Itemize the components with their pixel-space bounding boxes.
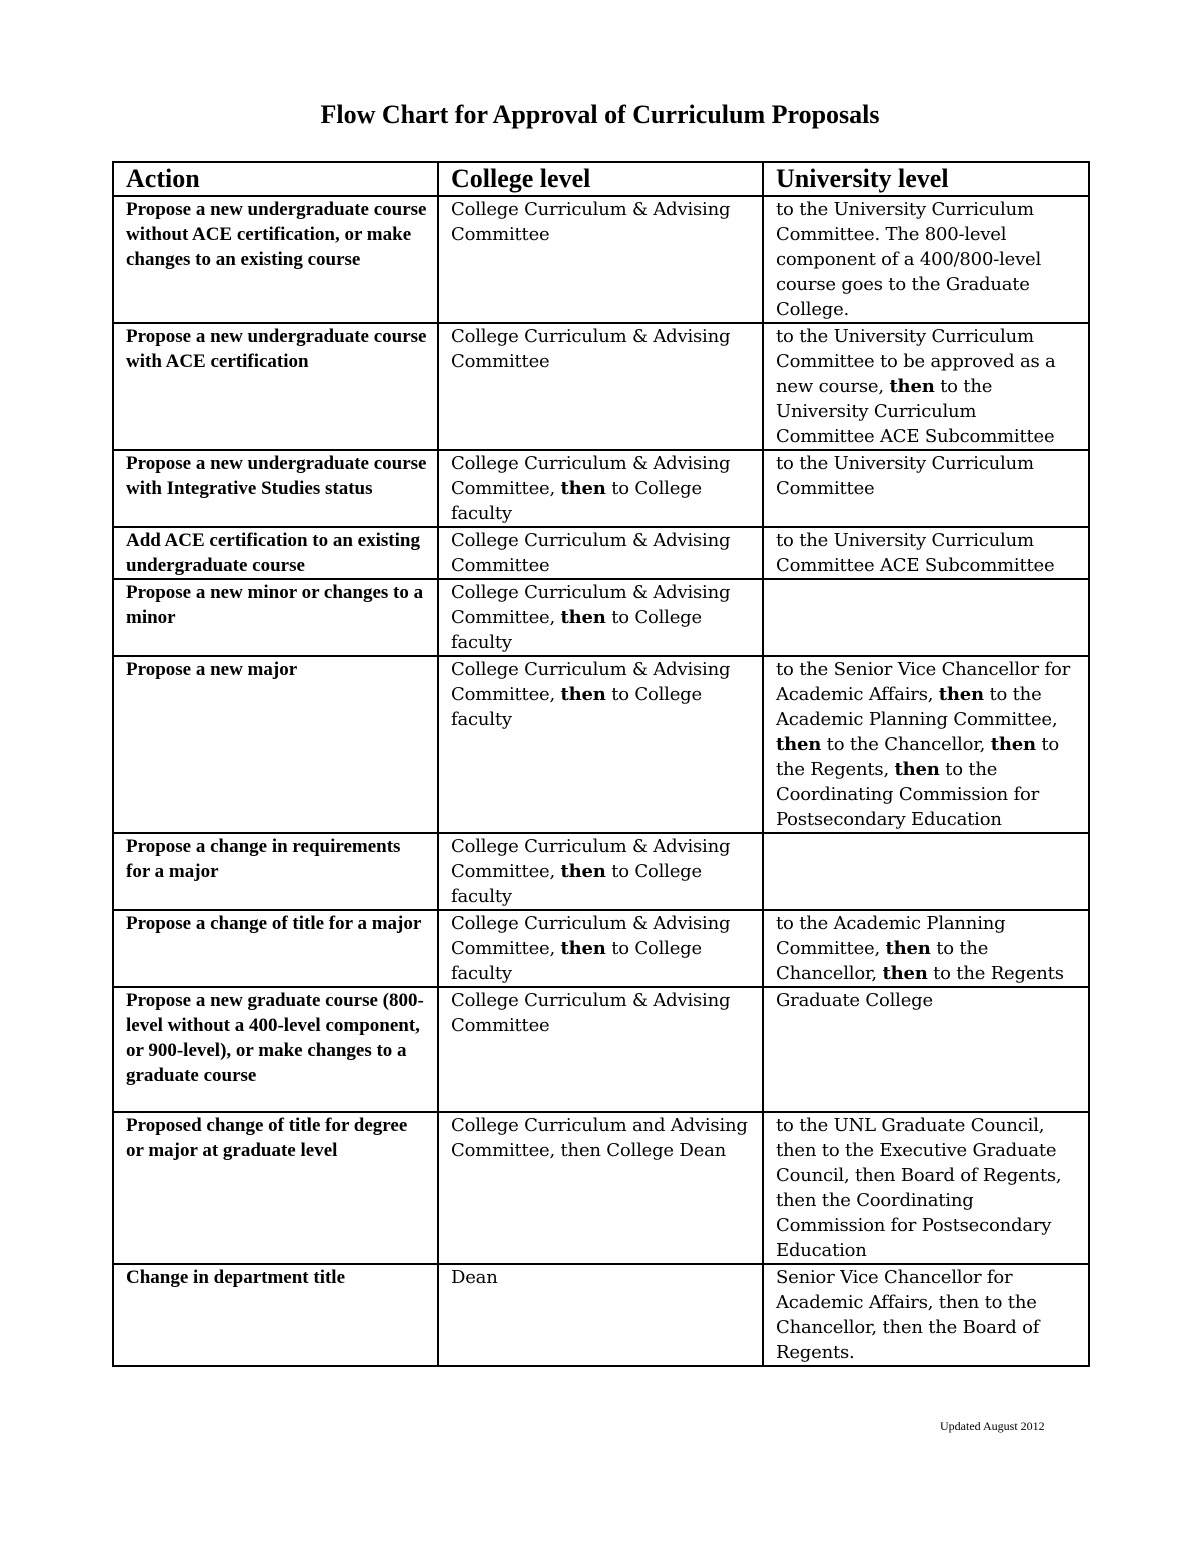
table-row (113, 1264, 1089, 1366)
table-row (113, 196, 1089, 323)
college-level-cell: College Curriculum & Advising Committee (438, 196, 763, 323)
action-cell: Propose a change in requirements for a major (113, 833, 438, 910)
updated-date-footer: Updated August 2012 (940, 1419, 1045, 1433)
university-level-cell: to the University Curriculum Committee. The 800-level component of a 400/800-level course goes to the Graduate College. (763, 196, 1089, 323)
university-level-cell (763, 579, 1089, 656)
university-level-cell: to the Senior Vice Chancellor for Academic Affairs, then to the Academic Planning Committee, then to the Chancellor, then to the Regents, then to the Coordinating Commission for Postsecondary Education (763, 656, 1089, 833)
action-cell: Propose a new undergraduate course without ACE certification, or make changes to an existing course (113, 196, 438, 323)
column-header-college-level: College level (438, 162, 763, 196)
table-row (113, 450, 1089, 527)
table-row (113, 987, 1089, 1112)
action-cell: Propose a new major (113, 656, 438, 833)
university-level-cell: to the Academic Planning Committee, then to the Chancellor, then to the Regents (763, 910, 1089, 987)
college-level-cell: College Curriculum & Advising Committee (438, 323, 763, 450)
column-header-action: Action (113, 162, 438, 196)
action-cell: Proposed change of title for degree or major at graduate level (113, 1112, 438, 1264)
table-row (113, 833, 1089, 910)
table-row (113, 579, 1089, 656)
table-row (113, 527, 1089, 579)
table-row (113, 910, 1089, 987)
action-cell: Propose a new undergraduate course with Integrative Studies status (113, 450, 438, 527)
action-cell: Propose a new graduate course (800-level without a 400-level component, or 900-level), or make changes to a graduate course (113, 987, 438, 1112)
action-cell: Add ACE certification to an existing undergraduate course (113, 527, 438, 579)
college-level-cell: College Curriculum & Advising Committee, then to College faculty (438, 656, 763, 833)
action-cell: Change in department title (113, 1264, 438, 1366)
university-level-cell: to the University Curriculum Committee to be approved as a new course, then to the University Curriculum Committee ACE Subcommittee (763, 323, 1089, 450)
university-level-cell (763, 833, 1089, 910)
table-row (113, 323, 1089, 450)
action-cell: Propose a new minor or changes to a minor (113, 579, 438, 656)
college-level-cell: College Curriculum and Advising Committee, then College Dean (438, 1112, 763, 1264)
column-header-university-level: University level (763, 162, 1089, 196)
page-title: Flow Chart for Approval of Curriculum Proposals (320, 100, 880, 129)
table-header-row (113, 162, 1089, 196)
action-cell: Propose a new undergraduate course with ACE certification (113, 323, 438, 450)
university-level-cell: to the University Curriculum Committee ACE Subcommittee (763, 527, 1089, 579)
college-level-cell: College Curriculum & Advising Committee (438, 987, 763, 1112)
table-row (113, 1112, 1089, 1264)
approval-table (112, 161, 1090, 1367)
university-level-cell: Graduate College (763, 987, 1089, 1112)
college-level-cell: College Curriculum & Advising Committee, then to College faculty (438, 450, 763, 527)
college-level-cell: College Curriculum & Advising Committee, then to College faculty (438, 910, 763, 987)
college-level-cell: College Curriculum & Advising Committee, then to College faculty (438, 579, 763, 656)
college-level-cell: College Curriculum & Advising Committee (438, 527, 763, 579)
university-level-cell: to the University Curriculum Committee (763, 450, 1089, 527)
college-level-cell: College Curriculum & Advising Committee, then to College faculty (438, 833, 763, 910)
university-level-cell: to the UNL Graduate Council, then to the Executive Graduate Council, then Board of Regents, then the Coordinating Commission for Postsecondary Education (763, 1112, 1089, 1264)
college-level-cell: Dean (438, 1264, 763, 1366)
action-cell: Propose a change of title for a major (113, 910, 438, 987)
university-level-cell: Senior Vice Chancellor for Academic Affairs, then to the Chancellor, then the Board of Regents. (763, 1264, 1089, 1366)
table-row (113, 656, 1089, 833)
